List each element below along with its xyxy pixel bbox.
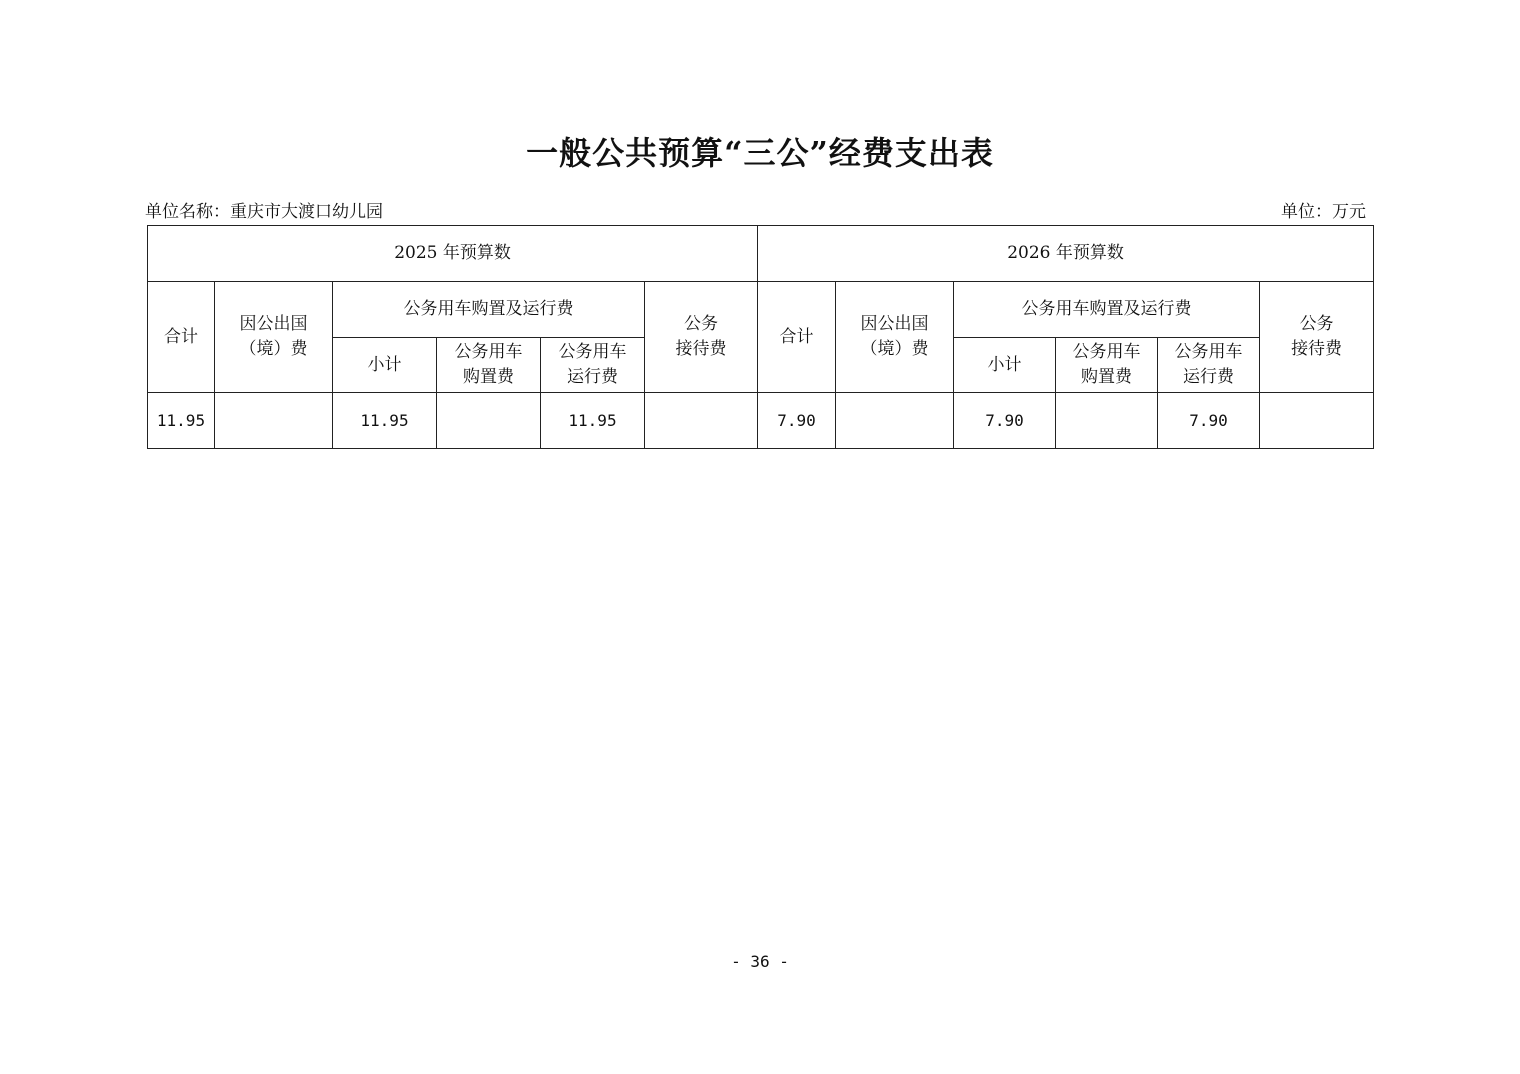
operation-header-line2: 运行费 [1183,367,1235,387]
purchase-2026-cell [1056,393,1158,449]
reception-header-line2: 接待费 [1291,339,1343,359]
operation-header-line1: 公务用车 [1174,342,1243,362]
reception-2025-cell [645,393,758,449]
subtotal-header-2025: 小计 [333,338,437,393]
abroad-header-line1: 因公出国 [239,314,308,334]
abroad-header-line2: （境）费 [239,339,308,359]
subtotal-2025-cell: 11.95 [333,393,437,449]
total-2025-cell: 11.95 [148,393,215,449]
operation-2026-cell: 7.90 [1158,393,1260,449]
total-header-2026: 合计 [758,282,836,393]
three-public-expenses-table [147,225,1374,449]
currency-unit-label: 单位：万元 [1281,202,1366,222]
operation-header-2026 [1158,338,1260,393]
year-2026-header: 2026 年预算数 [758,226,1374,282]
reception-header-line1: 公务 [684,314,719,334]
purchase-header-line2: 购置费 [1081,367,1133,387]
abroad-header-line1: 因公出国 [860,314,929,334]
reception-header-line1: 公务 [1299,314,1334,334]
reception-2026-cell [1260,393,1374,449]
total-header-2025: 合计 [148,282,215,393]
operation-2025-cell: 11.95 [541,393,645,449]
vehicle-header-2025: 公务用车购置及运行费 [333,282,645,338]
operation-header-line1: 公务用车 [558,342,627,362]
purchase-header-line1: 公务用车 [454,342,523,362]
reception-header-2026 [1260,282,1374,393]
purchase-2025-cell [437,393,541,449]
abroad-header-line2: （境）费 [860,339,929,359]
abroad-header-2026 [836,282,954,393]
unit-name-label: 单位名称：重庆市大渡口幼儿园 [145,202,383,222]
reception-header-line2: 接待费 [675,339,727,359]
purchase-header-2025 [437,338,541,393]
operation-header-line2: 运行费 [567,367,618,387]
purchase-header-line1: 公务用车 [1072,342,1141,362]
page-number: - 36 - [731,952,789,971]
vehicle-header-2026: 公务用车购置及运行费 [954,282,1260,338]
abroad-2026-cell [836,393,954,449]
year-2025-header: 2025 年预算数 [148,226,758,282]
table-row [148,393,1374,449]
purchase-header-2026 [1056,338,1158,393]
purchase-header-line2: 购置费 [463,367,514,387]
total-2026-cell: 7.90 [758,393,836,449]
subtotal-header-2026: 小计 [954,338,1056,393]
operation-header-2025 [541,338,645,393]
abroad-header-2025 [215,282,333,393]
reception-header-2025 [645,282,758,393]
page-title: 一般公共预算“三公”经费支出表 [526,134,994,172]
abroad-2025-cell [215,393,333,449]
subtotal-2026-cell: 7.90 [954,393,1056,449]
year-header-row [148,226,1374,282]
category-header-row [148,282,1374,338]
